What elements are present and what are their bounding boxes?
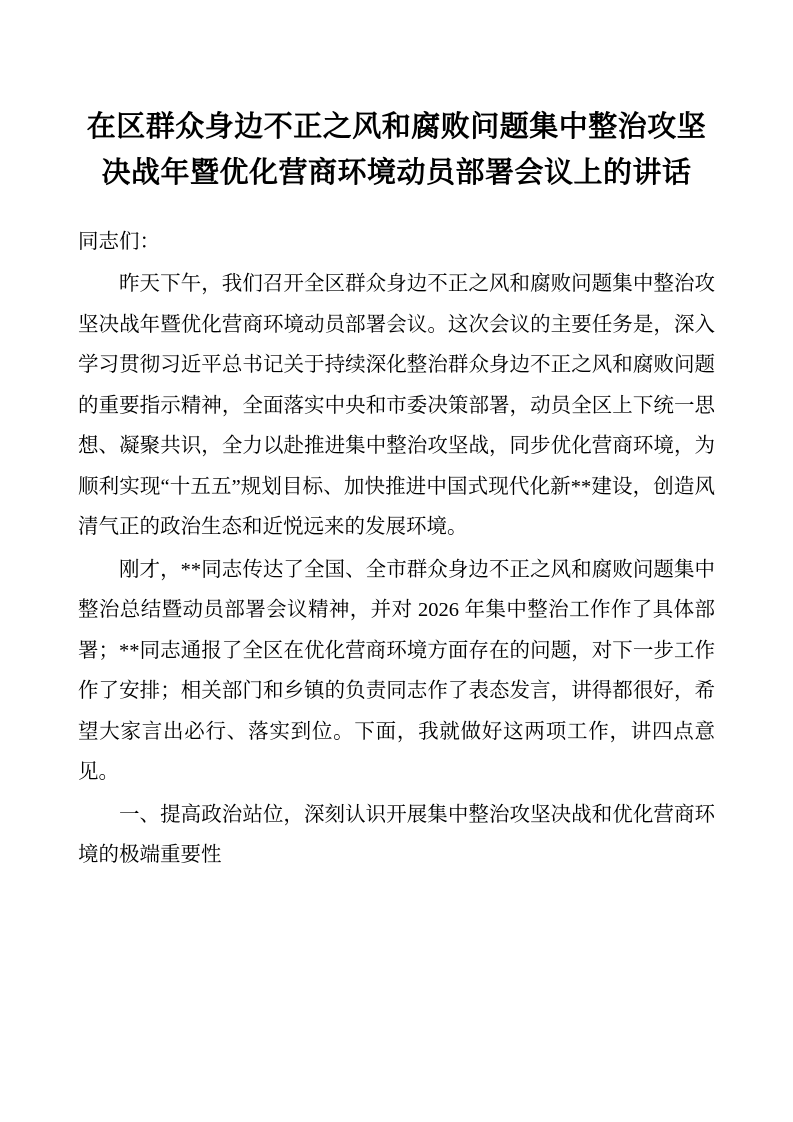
paragraph: 一、提高政治站位，深刻认识开展集中整治攻坚决战和优化营商环境的极端重要性 bbox=[78, 803, 715, 866]
paragraph: 刚才，**同志传达了全国、全市群众身边不正之风和腐败问题集中整治总结暨动员部署会议精神，并对 2026 年集中整治工作作了具体部署；**同志通报了全区在优化营商环境方面存在的问题，对下一步工作作了安排；相关部门和乡镇的负责同志作了表态发言，讲得都很好，希望大家言出必行、落实到位。下面，我就做好这两项工作，讲四点意见。 bbox=[78, 558, 715, 783]
paragraph: 昨天下午，我们召开全区群众身边不正之风和腐败问题集中整治攻坚决战年暨优化营商环境动员部署会议。这次会议的主要任务是，深入学习贯彻习近平总书记关于持续深化整治群众身边不正之风和腐败问题的重要指示精神，全面落实中央和市委决策部署，动员全区上下统一思想、凝聚共识，全力以赴推进集中整治攻坚战，同步优化营商环境，为顺利实现“十五五”规划目标、加快推进中国式现代化新**建设，创造风清气正的政治生态和近悦远来的发展环境。 bbox=[78, 273, 715, 538]
salutation: 同志们： bbox=[78, 231, 160, 253]
page-title: 在区群众身边不正之风和腐败问题集中整治攻坚决战年暨优化营商环境动员部署会议上的讲话 bbox=[86, 111, 707, 189]
